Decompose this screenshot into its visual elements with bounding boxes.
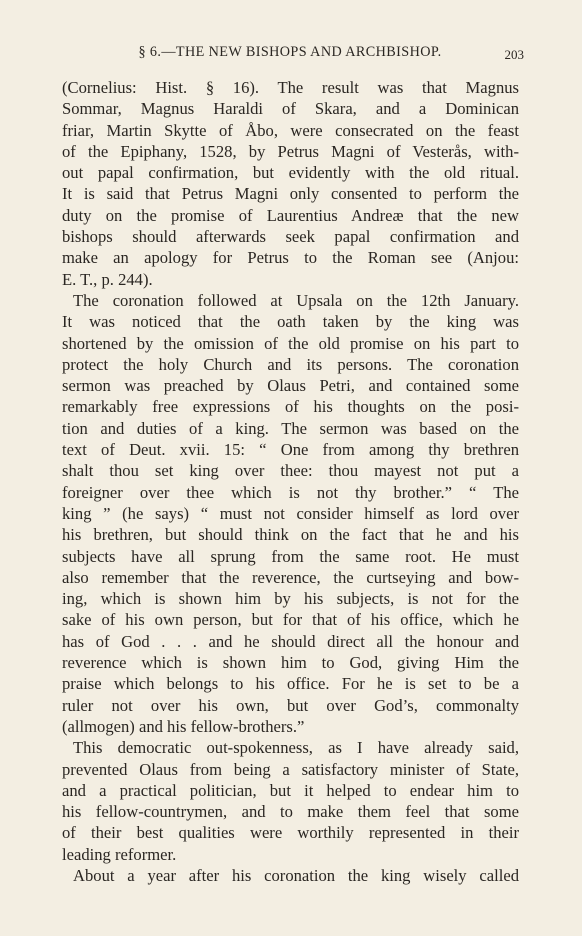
text-line: foreigner over thee which is not thy brother.” “ The <box>62 482 519 502</box>
text-line: text of Deut. xvii. 15: “ One from among thy brethren <box>62 440 519 460</box>
text-line: make an apology for Petrus to the Roman see (Anjou: <box>62 248 519 268</box>
text-line: sake of his own person, but for that of his office, which he <box>62 610 519 630</box>
text-line: protect the holy Church and its persons. The coronation <box>62 354 519 374</box>
text-line: It is said that Petrus Magni only consented to perform the <box>62 184 519 204</box>
text-line: E. T., p. 244). <box>62 269 153 289</box>
text-line: It was noticed that the oath taken by the king was <box>62 312 519 332</box>
text-line: also remember that the reverence, the curtseying and bow- <box>62 567 519 587</box>
running-head <box>60 44 524 66</box>
text-line: remarkably free expressions of his thoughts on the posi- <box>62 397 519 417</box>
text-line: shalt thou set king over thee: thou mayest not put a <box>62 461 519 481</box>
text-line: (allmogen) and his fellow-brothers.” <box>62 716 305 736</box>
text-line: of the Epiphany, 1528, by Petrus Magni of Vesterås, with- <box>62 141 519 161</box>
text-line: (Cornelius: Hist. § 16). The result was that Magnus <box>62 78 519 97</box>
text-line: and a practical politician, but it helped to endear him to <box>62 780 519 800</box>
text-line: out papal confirmation, but evidently with the old ritual. <box>62 163 519 183</box>
text-line: sermon was preached by Olaus Petri, and contained some <box>62 376 519 396</box>
text-line: praise which belongs to his office. For he is set to be a <box>62 674 519 694</box>
text-line: ruler not over his own, but over God’s, commonalty <box>62 695 519 715</box>
text-line: friar, Martin Skytte of Åbo, were consecrated on the feast <box>62 120 519 140</box>
text-line: reverence which is shown him to God, giving Him the <box>62 653 519 673</box>
text-line: subjects have all sprung from the same root. He must <box>62 546 519 566</box>
text-line: of their best qualities were worthily represented in their <box>62 823 519 843</box>
page-number: 203 <box>504 47 524 62</box>
text-line: leading reformer. <box>62 844 177 864</box>
text-line: shortened by the omission of the old promise on his part to <box>62 333 519 353</box>
text-line: his brethren, but should think on the fact that he and his <box>62 525 519 545</box>
text-line: ing, which is shown him by his subjects, is not for the <box>62 589 519 609</box>
text-line: bishops should afterwards seek papal confirmation and <box>62 227 519 247</box>
text-line: tion and duties of a king. The sermon was based on the <box>62 418 519 438</box>
text-line: About a year after his coronation the king wisely called <box>73 865 519 885</box>
text-line: duty on the promise of Laurentius Andreæ that the new <box>62 205 519 225</box>
text-line: Sommar, Magnus Haraldi of Skara, and a Dominican <box>62 99 519 119</box>
text-line: This democratic out-spokenness, as I have already said, <box>73 738 519 758</box>
chapter-section-title: § 6.—THE NEW BISHOPS AND ARCHBISHOP. <box>138 44 442 60</box>
text-line: has of God . . . and he should direct all the honour and <box>62 631 519 651</box>
text-line: his fellow-countrymen, and to make them feel that some <box>62 802 519 822</box>
text-line: The coronation followed at Upsala on the 12th January. <box>73 290 519 310</box>
text-line: prevented Olaus from being a satisfactory minister of State, <box>62 759 519 779</box>
text-line: king ” (he says) “ must not consider himself as lord over <box>62 503 519 523</box>
body-text <box>62 77 519 886</box>
